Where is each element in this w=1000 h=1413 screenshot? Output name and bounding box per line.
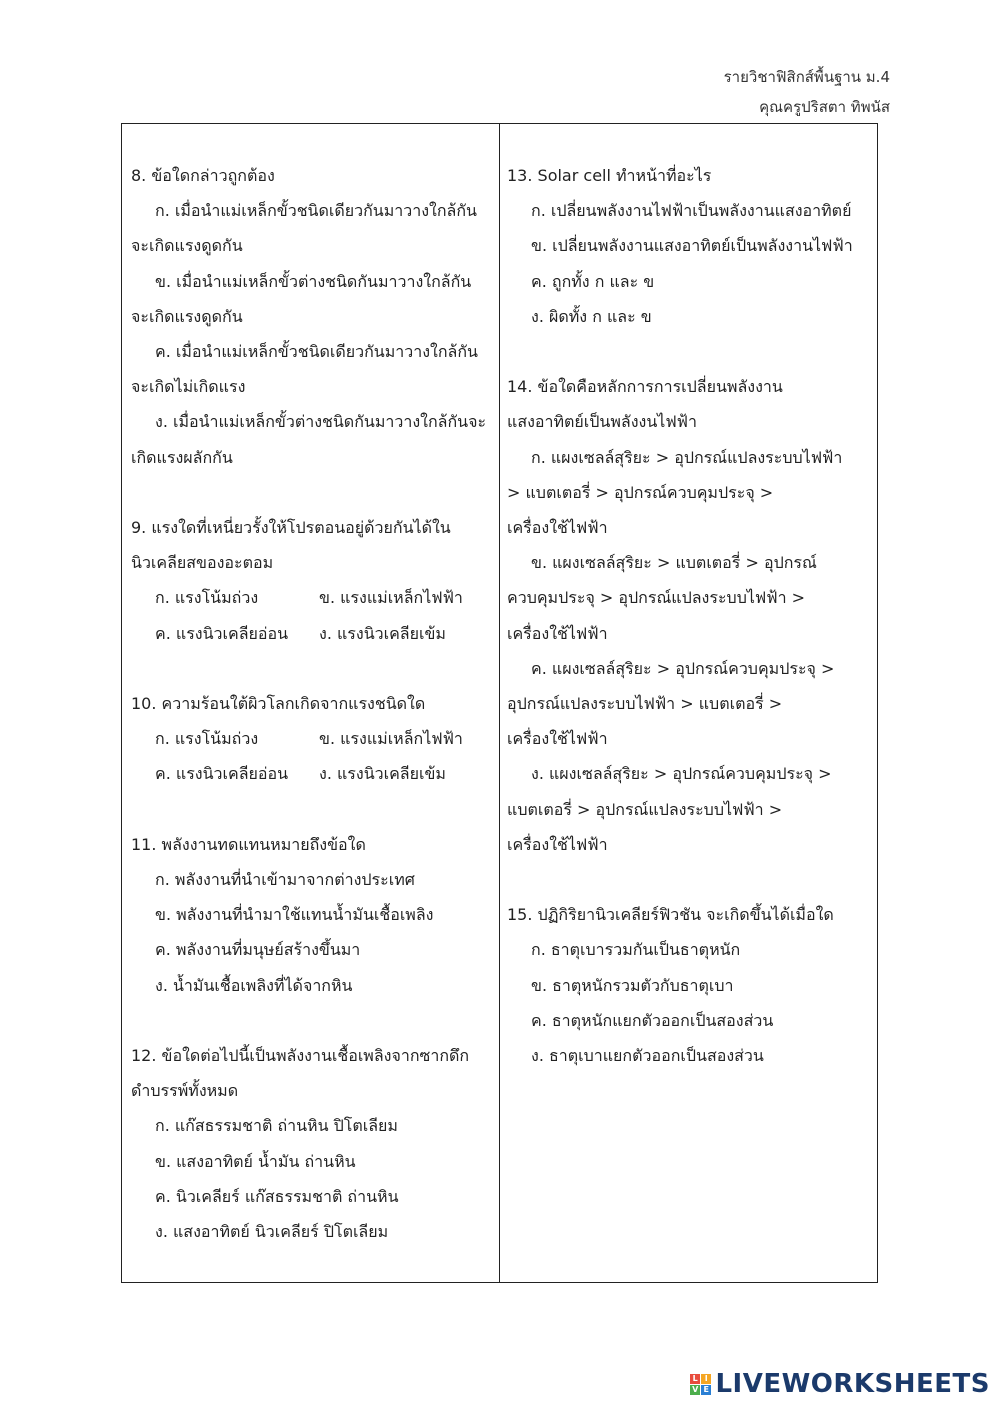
choice-d[interactable]: ง. ผิดทั้ง ก และ ข [531,306,652,326]
choice-d-cont: เครื่องใช้ไฟฟ้า [507,834,608,854]
choice-a[interactable]: ก. ธาตุเบารวมกันเป็นธาตุหนัก [531,940,741,960]
choice-c-cont: จะเกิดไม่เกิดแรง [131,377,246,397]
choice-d[interactable]: ง. ธาตุเบาแยกตัวออกเป็นสองส่วน [531,1046,764,1066]
choice-d[interactable]: ง. แสงอาทิตย์ นิวเคลียร์ ปิโตเลียม [155,1222,389,1242]
question-stem-cont: นิวเคลียสของอะตอม [131,553,274,573]
choice-c-cont: เครื่องใช้ไฟฟ้า [507,729,608,749]
choice-a-cont: จะเกิดแรงดูดกัน [131,236,243,256]
question-stem: 11. พลังงานทดแทนหมายถึงข้อใด [131,834,366,854]
question-15 [507,897,877,1073]
choice-b[interactable]: ข. เมื่อนำแม่เหล็กขั้วต่างชนิดกันมาวางใกล้กัน [155,271,472,291]
choice-c[interactable]: ค. แรงนิวเคลียอ่อน [155,764,289,784]
choice-b[interactable]: ข. แรงแม่เหล็กไฟฟ้า [319,588,463,608]
logo-letter: L [690,1374,700,1384]
question-9 [131,510,496,651]
left-column [131,158,496,1284]
logo-mark-icon [690,1374,711,1395]
logo-letter: I [701,1374,711,1384]
choice-b[interactable]: ข. แผงเซลล์สุริยะ > แบตเตอรี่ > อุปกรณ์ [531,553,817,573]
question-10 [131,686,496,792]
choice-a-cont: เครื่องใช้ไฟฟ้า [507,518,608,538]
choice-c[interactable]: ค. เมื่อนำแม่เหล็กขั้วชนิดเดียวกันมาวางใกล้กัน [155,342,478,362]
choice-c[interactable]: ค. ธาตุหนักแยกตัวออกเป็นสองส่วน [531,1010,774,1030]
choice-c[interactable]: ค. แผงเซลล์สุริยะ > อุปกรณ์ควบคุมประจุ > [531,658,835,678]
choice-d[interactable]: ง. น้ำมันเชื้อเพลิงที่ได้จากหิน [155,975,353,995]
question-12 [131,1038,496,1249]
choice-b-cont: เครื่องใช้ไฟฟ้า [507,623,608,643]
choice-b[interactable]: ข. ธาตุหนักรวมตัวกับธาตุเบา [531,975,734,995]
course-title: รายวิชาฟิสิกส์พื้นฐาน ม.4 [723,68,890,86]
logo-letter: V [692,1384,699,1394]
choice-b-cont: ควบคุมประจุ > อุปกรณ์แปลงระบบไฟฟ้า > [507,588,806,608]
question-stem-cont: ดำบรรพ์ทั้งหมด [131,1081,239,1101]
choice-c[interactable]: ค. นิวเคลียร์ แก๊สธรรมชาติ ถ่านหิน [155,1186,399,1206]
choice-c[interactable]: ค. พลังงานที่มนุษย์สร้างขึ้นมา [155,940,361,960]
question-stem: 8. ข้อใดกล่าวถูกต้อง [131,166,275,185]
right-column [507,158,877,1108]
choice-row [131,756,496,791]
question-13 [507,158,877,334]
logo-letter: E [701,1385,711,1395]
choice-d[interactable]: ง. แรงนิวเคลียเข้ม [319,764,446,784]
column-divider [499,124,500,1282]
choice-b[interactable]: ข. เปลี่ยนพลังงานแสงอาทิตย์เป็นพลังงานไฟฟ้า [531,236,853,256]
question-stem: 14. ข้อใดคือหลักการการเปลี่ยนพลังงาน [507,377,783,397]
choice-b-cont: จะเกิดแรงดูดกัน [131,306,243,326]
page-header [724,62,890,122]
choice-row [131,580,496,615]
choice-b[interactable]: ข. แสงอาทิตย์ น้ำมัน ถ่านหิน [155,1151,356,1171]
choice-a[interactable]: ก. พลังงานที่นำเข้ามาจากต่างประเทศ [155,870,415,890]
brand-name: LIVEWORKSHEETS [715,1369,990,1399]
choice-c-cont: อุปกรณ์แปลงระบบไฟฟ้า > แบตเตอรี่ > [507,694,783,714]
choice-a[interactable]: ก. แรงโน้มถ่วง [155,588,259,608]
worksheet-table [121,123,878,1283]
choice-a[interactable]: ก. เมื่อนำแม่เหล็กขั้วชนิดเดียวกันมาวางใกล้กัน [155,201,477,221]
liveworksheets-logo[interactable] [690,1369,990,1399]
choice-d[interactable]: ง. แผงเซลล์สุริยะ > อุปกรณ์ควบคุมประจุ > [531,764,832,784]
choice-a-cont: > แบตเตอรี่ > อุปกรณ์ควบคุมประจุ > [507,482,774,502]
choice-d-cont: เกิดแรงผลักกัน [131,447,233,467]
question-8 [131,158,496,475]
choice-c[interactable]: ค. ถูกทั้ง ก และ ข [531,271,655,291]
question-stem: 12. ข้อใดต่อไปนี้เป็นพลังงานเชื้อเพลิงจากซากดึก [131,1046,470,1066]
choice-d[interactable]: ง. เมื่อนำแม่เหล็กขั้วต่างชนิดกันมาวางใกล้กันจะ [155,412,487,432]
question-stem: 15. ปฏิกิริยานิวเคลียร์ฟิวชัน จะเกิดขึ้นได้เมื่อใด [507,905,834,925]
question-stem: 9. แรงใดที่เหนี่ยวรั้งให้โปรตอนอยู่ด้วยกันได้ใน [131,518,451,538]
choice-row [131,721,496,756]
choice-a[interactable]: ก. แผงเซลล์สุริยะ > อุปกรณ์แปลงระบบไฟฟ้า [531,447,843,467]
choice-b[interactable]: ข. แรงแม่เหล็กไฟฟ้า [319,729,463,749]
question-14 [507,369,877,862]
choice-b[interactable]: ข. พลังงานที่นำมาใช้แทนน้ำมันเชื้อเพลิง [155,905,434,925]
choice-a[interactable]: ก. แรงโน้มถ่วง [155,729,259,749]
choice-a[interactable]: ก. เปลี่ยนพลังงานไฟฟ้าเป็นพลังงานแสงอาทิตย์ [531,201,852,221]
question-stem: 10. ความร้อนใต้ผิวโลกเกิดจากแรงชนิดใด [131,694,426,714]
choice-row [131,616,496,651]
question-stem-cont: แสงอาทิตย์เป็นพลังงนไฟฟ้า [507,412,697,432]
question-11 [131,827,496,1003]
choice-d-cont: แบตเตอรี่ > อุปกรณ์แปลงระบบไฟฟ้า > [507,799,783,819]
choice-d[interactable]: ง. แรงนิวเคลียเข้ม [319,623,446,643]
choice-a[interactable]: ก. แก๊สธรรมชาติ ถ่านหิน ปิโตเลียม [155,1116,398,1136]
teacher-name: คุณครูปริสตา ทิพนัส [759,98,890,116]
question-stem: 13. Solar cell ทำหน้าที่อะไร [507,166,712,185]
choice-c[interactable]: ค. แรงนิวเคลียอ่อน [155,623,289,643]
